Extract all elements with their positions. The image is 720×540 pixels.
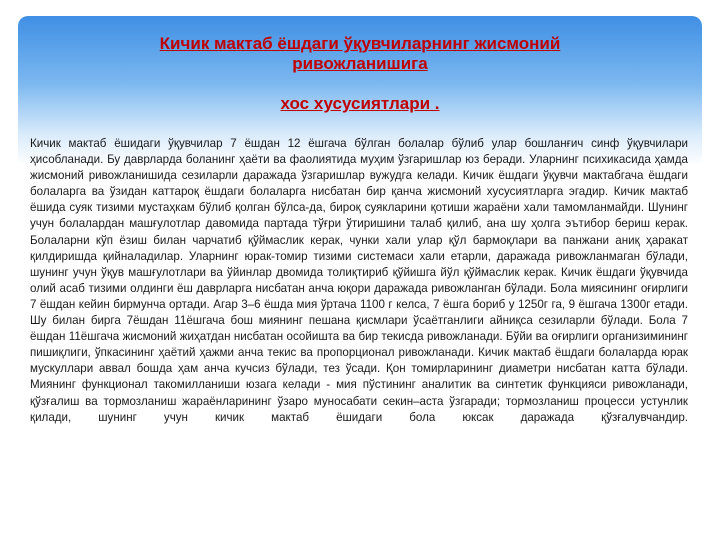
body-text: Кичик мактаб ёшидаги ўқувчилар 7 ёшдан 12 ёшгача бўлган болалар бўлиб улар бошланғич синф ўқувчилари ҳисобланади. Бу даврларда боланинг ҳаёти ва фаолиятида муҳим ўзгаришлар юз беради. Уларнинг психикасида ҳамда жисмоний ривожланишида сезиларли даражада ўзгаришлар вужудга келади. Кичик ёшдаги ўқувчи мактабгача ёшдаги болаларга ва ўзидан каттароқ ёшдаги болаларга нисбатан бир қанча жисмоний хусусиятларга эгадир. Кичик мактаб ёшида суяк тизими мустаҳкам бўлиб қолган бўлса-да, бироқ суякларини қотиши жараёни хали тамомланмайди. Шунинг учун болалардан машғулотлар давомида партада тўғри ўтиришини талаб қилиб, ана шу ҳолга эътибор бериш керак. Болаларни кўп ёзиш билан чарчатиб қўймаслик керак, чунки хали улар қўл бармоқлари ва панжани аниқ ҳаракат қилдиришда қийналадилар. Уларнинг юрак-томир тизими системаси хали етарли, даражада ривожланмаган бўлади, шунинг учун ўқув машғулотлари ва ўйинлар двомида толиқтириб қўйишга йўл қўймаслик керак. Кичик ёшдаги ўқувчида олий асаб тизими олдинги ёш даврларга нисбатан анча юқори даражада ривожланган бўлади. Бола миясининг оғирлиги 7 ёшдан кейин бирмунча ортади. Агар 3–6 ёшда мия ўртача 1100 г келса, 7 ёшга бориб у 1250г га, 9 ёшгача 1300г етади. Шу билан бирга 7ёшдан 11ёшгача бош миянинг пешана қисмлари ўсаётганлиги айниқса сезиларли бўлади. Бола 7 ёшдан 11ёшгача жисмоний жиҳатдан нисбатан осойишта ва бир текисда ривожланади. Бўйи ва оғирлиги организимининг пишиқлиги, ўпкасининг ҳаётий ҳажми анча текис ва пропорционал ривожланади. Кичик мактаб ёшдаги болаларда юрак мускуллари аввал бошда ҳам анча кучсиз бўлади, тез ўсади. Қон томирларининг диаметри нисбатан катта бўлади. Миянинг функционал такомилланиши юзага келади - мия пўстининг аналитик ва синтетик функцияси ривожланади, қўзғалиш ва тормозланиш жараёнларининг ўзаро муносабати секин–аста ўзгаради; тормозланиш процесси устунлик қилади, шунинг учун кичик мактаб ёшидаги бола юксак даражада қўзғалувчандир.	[30, 137, 688, 424]
slide-title: Кичик мактаб ёшдаги ўқувчиларнинг жисмоний ривожланишига	[159, 34, 561, 73]
slide-subtitle: хос хусусиятлари .	[280, 94, 440, 113]
title-block	[90, 34, 630, 114]
